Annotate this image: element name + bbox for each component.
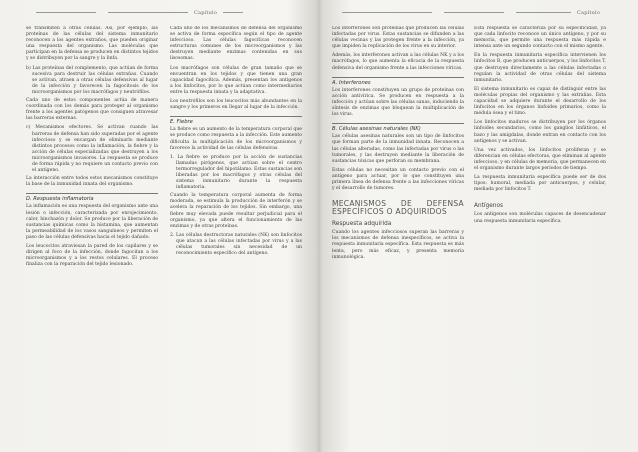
column-3 bbox=[332, 26, 464, 446]
column-2 bbox=[170, 26, 302, 446]
running-head-right: Capítulo bbox=[336, 10, 600, 16]
section-heading: B. Células asesinas naturales (NK) bbox=[332, 123, 464, 132]
paragraph: Una vez activados, los linfocitos proliferan y se diferencian en células efectoras, que eliminan al agente infeccioso, y en células de memoria, que permanecen en el organismo durante largos periodos de tiempo. bbox=[474, 147, 606, 171]
paragraph: Los antígenos son moléculas capaces de desencadenar una respuesta inmunitaria específica. bbox=[474, 212, 606, 224]
paragraph: La respuesta inmunitaria específica puede ser de dos tipos: humoral, mediada por anticuerpos, y celular, mediada por linfocitos T. bbox=[474, 175, 606, 193]
list-item: c) Mecanismos efectores. Se activan cuando las barreras de defensa han sido superadas por el agente infeccioso y se encargan de eliminarlo mediante distintos procesos como la inflamación, la fiebre y la acción de células especializadas que destruyen a los microorganismos invasores. La respuesta se produce de forma rápida y no requiere un contacto previo con el antígeno. bbox=[26, 125, 158, 174]
paragraph: Cada uno de estos componentes actúa de manera coordinada con los demás para proteger al organismo frente a los agentes patógenos que consiguen atravesar las barreras externas. bbox=[26, 98, 158, 122]
subsection-heading: Respuesta adquirida bbox=[332, 221, 392, 228]
paragraph: Los interferones constituyen un grupo de proteínas con acción antivírica. Se producen en respuesta a la infección y actúan sobre las células sanas, induciendo la síntesis de enzimas que bloquean la multiplicación de los virus. bbox=[332, 87, 464, 118]
section-heading: E. Fiebre bbox=[170, 116, 302, 125]
list-item: 2. Las células destructoras naturales (NK) son linfocitos que atacan a las células infectadas por virus y a las células tumorales sin necesidad de un reconocimiento específico del antígeno. bbox=[170, 232, 302, 257]
paragraph: La fiebre es un aumento de la temperatura corporal que se produce como respuesta a la infección. Este aumento dificulta la multiplicación de los microorganismos y favorece la actividad de las células defensivas. bbox=[170, 127, 302, 151]
section-heading: Antígenos bbox=[474, 203, 504, 210]
column-4 bbox=[474, 26, 606, 446]
paragraph: El sistema inmunitario es capaz de distinguir entre las moléculas propias del organismo y las extrañas. Esta capacidad se adquiere durante el desarrollo de los linfocitos en los órganos linfoides primarios, como la médula ósea y el timo. bbox=[474, 86, 606, 117]
paragraph: Además, los interferones activan a las células NK y a los macrófagos, lo que aumenta la eficacia de la respuesta defensiva del organismo frente a las infecciones víricas. bbox=[332, 53, 464, 71]
paragraph: Cuando la temperatura corporal aumenta de forma moderada, se estimula la producción de interferón y se acelera la reparación de los tejidos. Sin embargo, una fiebre muy elevada puede resultar perjudicial para el organismo, ya que altera el funcionamiento de las enzimas y de otras proteínas. bbox=[170, 193, 302, 229]
running-head-left: Capítulo bbox=[30, 10, 249, 16]
left-page bbox=[0, 0, 316, 452]
paragraph: Esta respuesta se caracteriza por su especificidad, ya que cada linfocito reconoce un único antígeno, y por su memoria, que permite una respuesta más rápida e intensa ante un segundo contacto con el mismo agente. bbox=[474, 26, 606, 50]
section-heading: A. Interferones bbox=[332, 77, 464, 86]
paragraph: Cada uno de los mecanismos de defensa del organismo se activa de forma específica según el tipo de agente infeccioso. Las células fagocíticas reconocen estructuras comunes de los microorganismos y las destruyen mediante enzimas contenidas en sus lisosomas. bbox=[170, 26, 302, 62]
paragraph: En la respuesta inmunitaria específica intervienen los linfocitos B, que producen anticuerpos, y los linfocitos T, que destruyen directamente a las células infectadas o regulan la actividad de otras células del sistema inmunitario. bbox=[474, 53, 606, 83]
paragraph: La inflamación es una respuesta del organismo ante una lesión o infección, caracterizada por enrojecimiento, calor, hinchazón y dolor. Se produce por la liberación de sustancias químicas como la histamina, que aumentan la permeabilidad de los vasos sanguíneos y permiten el paso de las células defensivas hacia el tejido dañado. bbox=[26, 204, 158, 240]
paragraph: Los interferones son proteínas que producen las células infectadas por virus. Estas sustancias se difunden a las células vecinas y las protegen frente a la infección, ya que impiden la replicación de los virus en su interior. bbox=[332, 26, 464, 50]
list-item: b) Las proteínas del complemento, que actúan de forma sucesiva para destruir las células extrañas. Cuando se activan, atraen a otras células defensivas al lugar de la infección y favorecen la fagocitosis de los microorganismos por los macrófagos y neutrófilos. bbox=[26, 65, 158, 95]
paragraph: Las células asesinas naturales son un tipo de linfocitos que forman parte de la inmunidad innata. Reconocen a las células alteradas, como las infectadas por virus o las tumorales, y las destruyen mediante la liberación de sustancias tóxicas que perforan su membrana. bbox=[332, 134, 464, 164]
section-heading: D. Respuesta inflamatoria bbox=[26, 193, 158, 202]
paragraph: Cuando los agentes infecciosos superan las barreras y los mecanismos de defensa inespecíficos, se activa la respuesta inmunitaria específica. Esta respuesta es más lenta, pero más eficaz, y presenta memoria inmunológica. bbox=[332, 230, 464, 260]
paragraph: La interacción entre todos estos mecanismos constituye la base de la inmunidad innata del organismo. bbox=[26, 176, 158, 188]
paragraph: Los macrófagos son células de gran tamaño que se encuentran en los tejidos y que tienen una gran capacidad fagocítica. Además, presentan los antígenos a los linfocitos, por lo que actúan como intermediarios entre la respuesta innata y la adaptativa. bbox=[170, 65, 302, 95]
paragraph: se transmiten a otras células. Así, por ejemplo, las proteínas de las células del sistema inmunitario reconocen a los agentes extraños, que pueden originar una respuesta del organismo. Las moléculas que participan en la defensa se producen en distintos tejidos y se distribuyen por la sangre y la linfa. bbox=[26, 26, 158, 62]
paragraph: Los linfocitos maduros se distribuyen por los órganos linfoides secundarios, como los ganglios linfáticos, el bazo y las amígdalas, donde entran en contacto con los antígenos y se activan. bbox=[474, 120, 606, 144]
paragraph: Los neutrófilos son los leucocitos más abundantes en la sangre y los primeros en llegar al lugar de la infección. bbox=[170, 99, 302, 111]
paragraph: Los leucocitos atraviesan la pared de los capilares y se dirigen al foco de la infección, donde fagocitan a los microorganismos y a los restos celulares. El proceso finaliza con la reparación del tejido lesionado. bbox=[26, 244, 158, 268]
paragraph: Estas células no necesitan un contacto previo con el antígeno para actuar, por lo que constituyen una primera línea de defensa frente a las infecciones víricas y el desarrollo de tumores. bbox=[332, 167, 464, 192]
chapter-section-heading: MECANISMOS DE DEFENSA ESPECÍFICOS O ADQUIRIDOS bbox=[332, 199, 464, 217]
column-1 bbox=[26, 26, 158, 446]
right-page bbox=[322, 0, 638, 452]
list-item: 1. La fiebre se produce por la acción de sustancias llamadas pirógenos, que actúan sobre el centro termorregulador del hipotálamo. Estas sustancias son liberadas por los macrófagos y otras células del sistema inmunitario durante la respuesta inflamatoria. bbox=[170, 154, 302, 191]
